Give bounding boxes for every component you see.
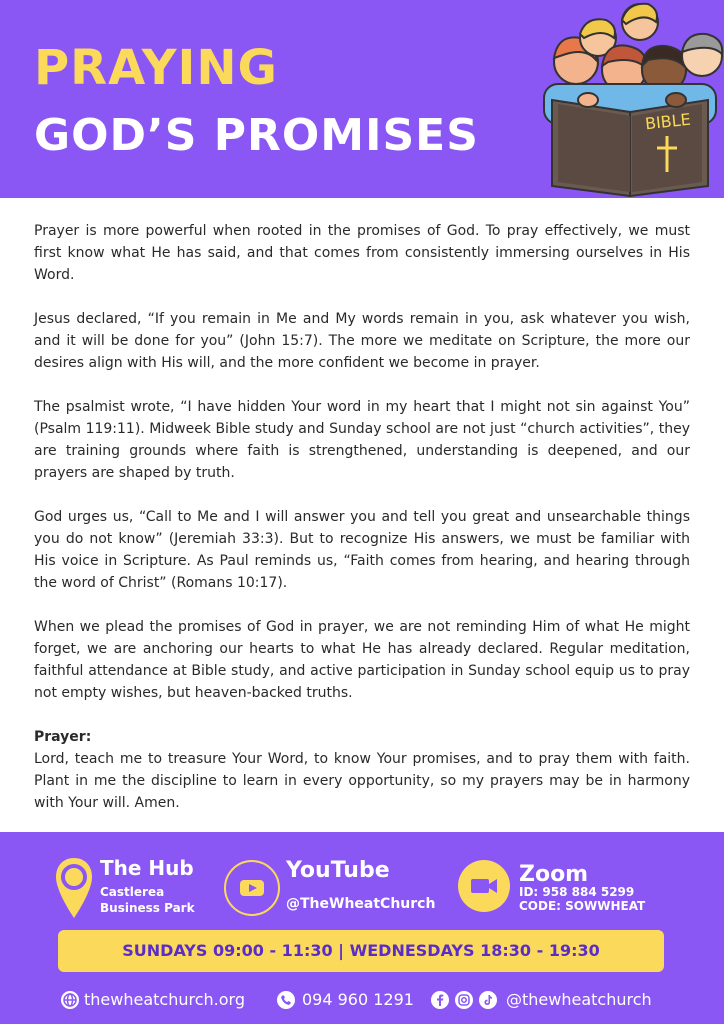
zoom-code: CODE: SOWWHEAT bbox=[519, 899, 646, 913]
paragraph-4: God urges us, “Call to Me and I will answer you and tell you great and unsearchable things you do not know” (Jeremiah 33:3). But to recognize His answers, we must be familiar with His voice in Scripture. As Paul reminds us, “Faith comes from hearing, and hearing through the word of Christ” (Romans 10:17). bbox=[34, 509, 690, 591]
zoom-id: ID: 958 884 5299 bbox=[519, 885, 635, 899]
title-line-2: GOD’S PROMISES bbox=[34, 110, 479, 161]
location-pin-icon bbox=[54, 856, 94, 920]
paragraph-2: Jesus declared, “If you remain in Me and My words remain in you, ask whatever you wish, and it will be done for you” (John 15:7). The more we meditate on Scripture, the more our desires align with His will, and the more confident we become in prayer. bbox=[34, 311, 690, 371]
zoom-title: Zoom bbox=[519, 862, 589, 887]
youtube-icon-circle[interactable] bbox=[224, 860, 280, 916]
youtube-handle[interactable]: @TheWheatChurch bbox=[286, 896, 436, 912]
children-reading-bible-illustration bbox=[536, 0, 724, 198]
youtube-title: YouTube bbox=[286, 858, 390, 883]
location-line-1: Castlerea bbox=[100, 885, 165, 899]
service-schedule-banner: SUNDAYS 09:00 - 11:30 | WEDNESDAYS 18:30 - 19:30 bbox=[58, 930, 664, 972]
phone-icon bbox=[276, 990, 296, 1010]
paragraph-5: When we plead the promises of God in prayer, we are not reminding Him of what He might forget, we are anchoring our hearts to what He has already declared. Regular meditation, faithful attendance at Bible study, and active participation in Sunday school equip us to pray not empty wishes, but heaven-backed truths. bbox=[34, 619, 690, 701]
paragraph-1: Prayer is more powerful when rooted in the promises of God. To pray effectively, we must first know what He has said, and that comes from consistently immersing ourselves in His Word. bbox=[34, 223, 690, 283]
zoom-icon-circle[interactable] bbox=[458, 860, 510, 912]
title-line-1: PRAYING bbox=[34, 40, 278, 96]
location-title: The Hub bbox=[100, 856, 194, 880]
prayer-heading: Prayer: bbox=[34, 729, 92, 745]
instagram-icon[interactable] bbox=[454, 990, 474, 1010]
footer bbox=[0, 832, 724, 1024]
video-camera-icon bbox=[458, 860, 510, 912]
bible-label: BIBLE bbox=[644, 109, 692, 134]
youtube-icon bbox=[226, 862, 278, 914]
prayer-text: Lord, teach me to treasure Your Word, to know Your promises, and to pray them with faith. Plant in me the discipline to learn in every opportunity, so my prayers may be in harmony with Your will. Amen. bbox=[34, 751, 690, 811]
phone-number[interactable]: 094 960 1291 bbox=[302, 990, 414, 1009]
social-handle[interactable]: @thewheatchurch bbox=[506, 990, 652, 1009]
globe-icon bbox=[60, 990, 80, 1010]
location-line-2: Business Park bbox=[100, 901, 195, 915]
facebook-icon[interactable] bbox=[430, 990, 450, 1010]
tiktok-icon[interactable] bbox=[478, 990, 498, 1010]
article-body bbox=[34, 220, 690, 814]
header-banner bbox=[0, 0, 724, 198]
paragraph-3: The psalmist wrote, “I have hidden Your word in my heart that I might not sin against You” (Psalm 119:11). Midweek Bible study and Sunday school are not just “church activities”, they are training grounds where faith is strengthened, understanding is deepened, and our prayers are shaped by truth. bbox=[34, 399, 690, 481]
website-link[interactable]: thewheatchurch.org bbox=[84, 990, 245, 1009]
